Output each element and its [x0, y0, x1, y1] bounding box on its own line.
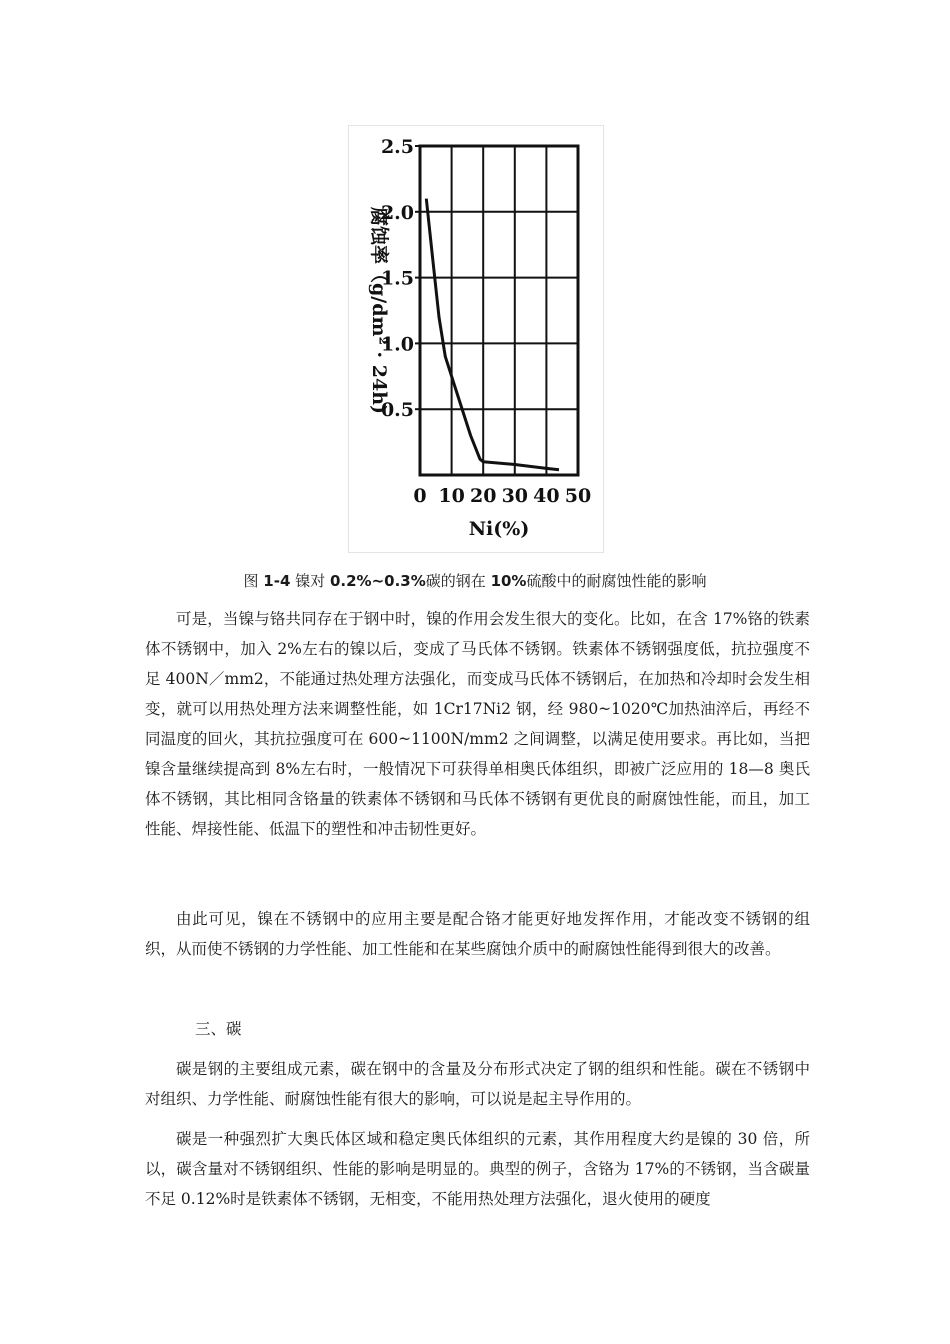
series-line — [426, 199, 559, 470]
x-tick-label: 30 — [501, 485, 529, 507]
y-tick-label: 1.5 — [380, 267, 414, 290]
x-tick-label: 10 — [438, 485, 465, 507]
figure-caption — [0, 570, 950, 591]
x-tick-label: 0 — [413, 485, 427, 507]
figure-frame — [348, 125, 604, 553]
y-tick-label: 1.0 — [380, 333, 414, 356]
x-tick-label: 40 — [533, 485, 560, 507]
y-axis-title: 腐蚀率（g/dm² · 24h) — [368, 206, 390, 415]
caption-part1: 镍对 — [295, 572, 326, 590]
y-tick-label: 2.0 — [380, 201, 414, 224]
paragraph-carbon-effect: 碳是一种强烈扩大奥氏体区域和稳定奥氏体组织的元素，其作用程度大约是镍的 30 倍，所以，碳含量对不锈钢组织、性能的影响是明显的。典型的例子，含铬为 17%的不锈钢，当含碳量不足 0.12%时是铁素体不锈钢，无相变，不能用热处理方法强化，退火使用的硬度 — [145, 1130, 810, 1208]
corrosion-chart — [349, 126, 605, 554]
caption-prefix: 图 — [243, 572, 259, 590]
caption-part2: 碳的钢在 — [425, 572, 486, 590]
y-tick-label: 2.5 — [380, 136, 414, 158]
caption-range: 0.2%~0.3% — [329, 572, 426, 590]
y-tick-label: 0.5 — [380, 399, 414, 422]
paragraph-nickel-chromium: 可是，当镍与铬共同存在于钢中时，镍的作用会发生很大的变化。比如，在含 17%铬的铁素体不锈钢中，加入 2%左右的镍以后，变成了马氏体不锈钢。铁素体不锈钢强度低，抗拉强度不足 400N／mm2，不能通过热处理方法强化，而变成马氏体不锈钢后，在加热和冷却时会发生相变，就可以用热处理方法来调整性能，如 1Cr17Ni2 钢，经 980~1020℃加热油淬后，再经不同温度的回火，其抗拉强度可在 600~1100N/mm2 之间调整，以满足使用要求。再比如，当把镍含量继续提高到 8%左右时，一般情况下可获得单相奥氏体组织，即被广泛应用的 18—8 奥氏体不锈钢，其比相同含铬量的铁素体不锈钢和马氏体不锈钢有更优良的耐腐蚀性能，而且，加工性能、焊接性能、低温下的塑性和冲击韧性更好。 — [145, 610, 810, 838]
x-axis-title: Ni(%) — [468, 518, 530, 540]
caption-conc: 10% — [490, 572, 527, 590]
caption-number: 1-4 — [263, 572, 291, 590]
plot-frame — [420, 146, 578, 475]
x-tick-label: 50 — [564, 485, 592, 507]
paragraph-carbon-intro: 碳是钢的主要组成元素，碳在钢中的含量及分布形式决定了钢的组织和性能。碳在不锈钢中对组织、力学性能、耐腐蚀性能有很大的影响，可以说是起主导作用的。 — [145, 1060, 810, 1108]
x-tick-label: 20 — [469, 485, 497, 507]
paragraph-nickel-summary: 由此可见，镍在不锈钢中的应用主要是配合铬才能更好地发挥作用，才能改变不锈钢的组织，从而使不锈钢的力学性能、加工性能和在某些腐蚀介质中的耐腐蚀性能得到很大的改善。 — [145, 910, 810, 958]
caption-part3: 硫酸中的耐腐蚀性能的影响 — [526, 572, 707, 590]
section-heading-carbon: 三、碳 — [195, 1020, 242, 1038]
